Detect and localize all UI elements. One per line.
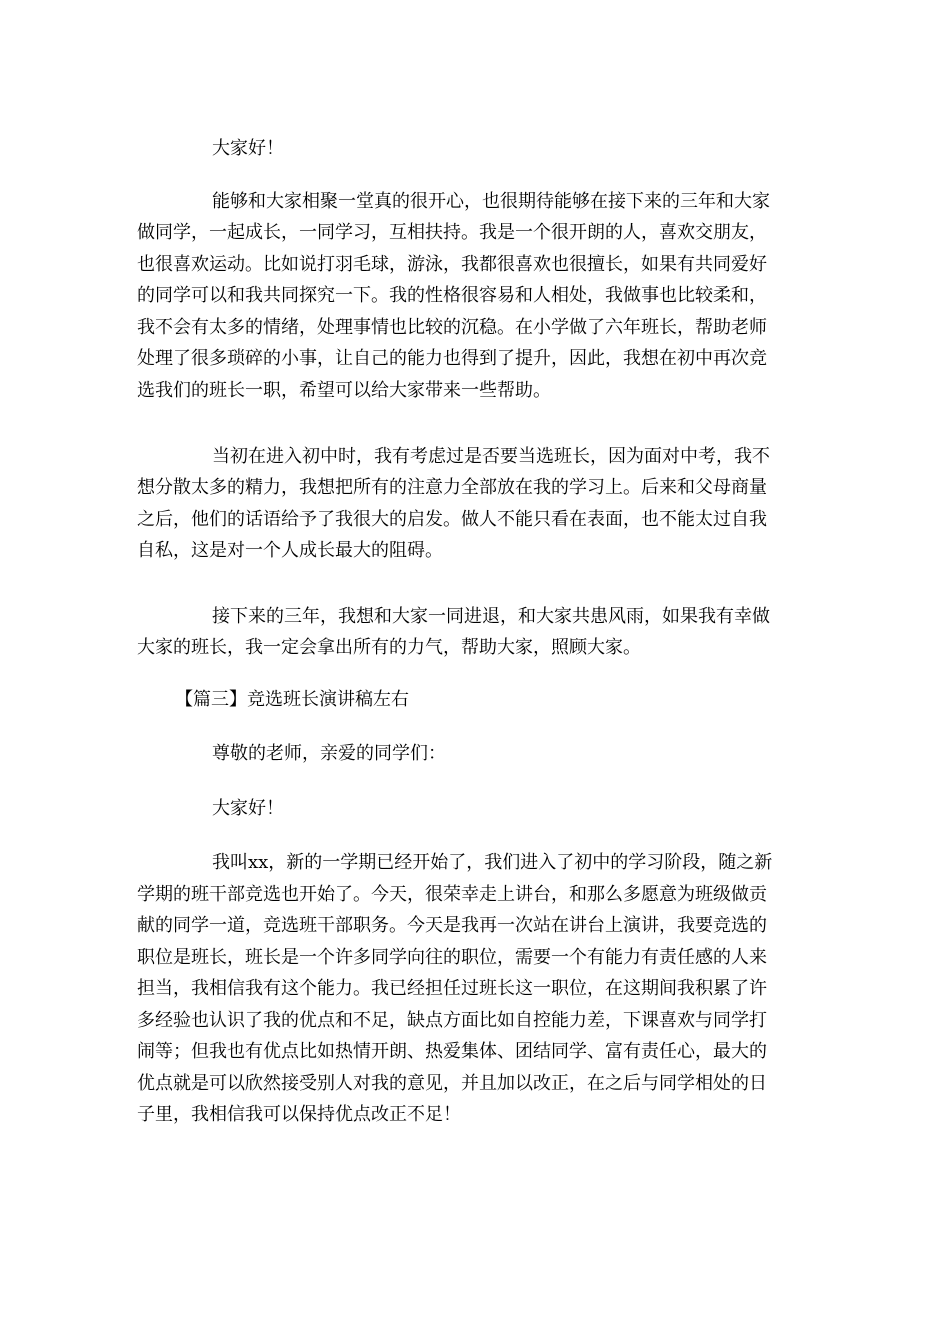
paragraph-line: 担当，我相信我有这个能力。我已经担任过班长这一职位，在这期间我积累了许 [137, 978, 767, 999]
paragraph-line: 的同学可以和我共同探究一下。我的性格很容易和人相处，我做事也比较柔和， [137, 285, 767, 306]
paragraph-line: 自私，这是对一个人成长最大的阻碍。 [137, 540, 443, 561]
paragraph-line: 选我们的班长一职，希望可以给大家带来一些帮助。 [137, 380, 551, 401]
greeting: 大家好！ [212, 138, 284, 159]
paragraph-line: 闹等；但我也有优点比如热情开朗、热爱集体、团结同学、富有责任心，最大的 [137, 1041, 767, 1062]
paragraph-line: 能够和大家相聚一堂真的很开心，也很期待能够在接下来的三年和大家 [212, 191, 770, 212]
paragraph-line: 大家的班长，我一定会拿出所有的力气，帮助大家，照顾大家。 [137, 637, 641, 658]
paragraph-line: 我叫xx，新的一学期已经开始了，我们进入了初中的学习阶段，随之新 [212, 852, 773, 873]
paragraph-line: 想分散太多的精力，我想把所有的注意力全部放在我的学习上。后来和父母商量 [137, 477, 767, 498]
section-heading: 【篇三】竞选班长演讲稿左右 [175, 689, 409, 710]
paragraph-line: 献的同学一道，竞选班干部职务。今天是我再一次站在讲台上演讲，我要竞选的 [137, 915, 767, 936]
paragraph-line: 我不会有太多的情绪，处理事情也比较的沉稳。在小学做了六年班长，帮助老师 [137, 317, 767, 338]
salutation: 尊敬的老师，亲爱的同学们： [212, 743, 446, 764]
paragraph-line: 接下来的三年，我想和大家一同进退，和大家共患风雨，如果我有幸做 [212, 606, 770, 627]
paragraph-line: 做同学，一起成长，一同学习，互相扶持。我是一个很开朗的人，喜欢交朋友， [137, 222, 767, 243]
greeting: 大家好！ [212, 798, 284, 819]
paragraph-line: 学期的班干部竞选也开始了。今天，很荣幸走上讲台，和那么多愿意为班级做贡 [137, 884, 767, 905]
paragraph-line: 子里，我相信我可以保持优点改正不足！ [137, 1104, 461, 1125]
paragraph-line: 优点就是可以欣然接受别人对我的意见，并且加以改正，在之后与同学相处的日 [137, 1073, 767, 1094]
paragraph-line: 也很喜欢运动。比如说打羽毛球，游泳，我都很喜欢也很擅长，如果有共同爱好 [137, 254, 767, 275]
paragraph-line: 之后，他们的话语给予了我很大的启发。做人不能只看在表面，也不能太过自我 [137, 509, 767, 530]
paragraph-line: 处理了很多琐碎的小事，让自己的能力也得到了提升，因此，我想在初中再次竞 [137, 348, 767, 369]
paragraph-line: 多经验也认识了我的优点和不足，缺点方面比如自控能力差，下课喜欢与同学打 [137, 1010, 767, 1031]
paragraph-line: 职位是班长，班长是一个许多同学向往的职位，需要一个有能力有责任感的人来 [137, 947, 767, 968]
paragraph-line: 当初在进入初中时，我有考虑过是否要当选班长，因为面对中考，我不 [212, 446, 770, 467]
